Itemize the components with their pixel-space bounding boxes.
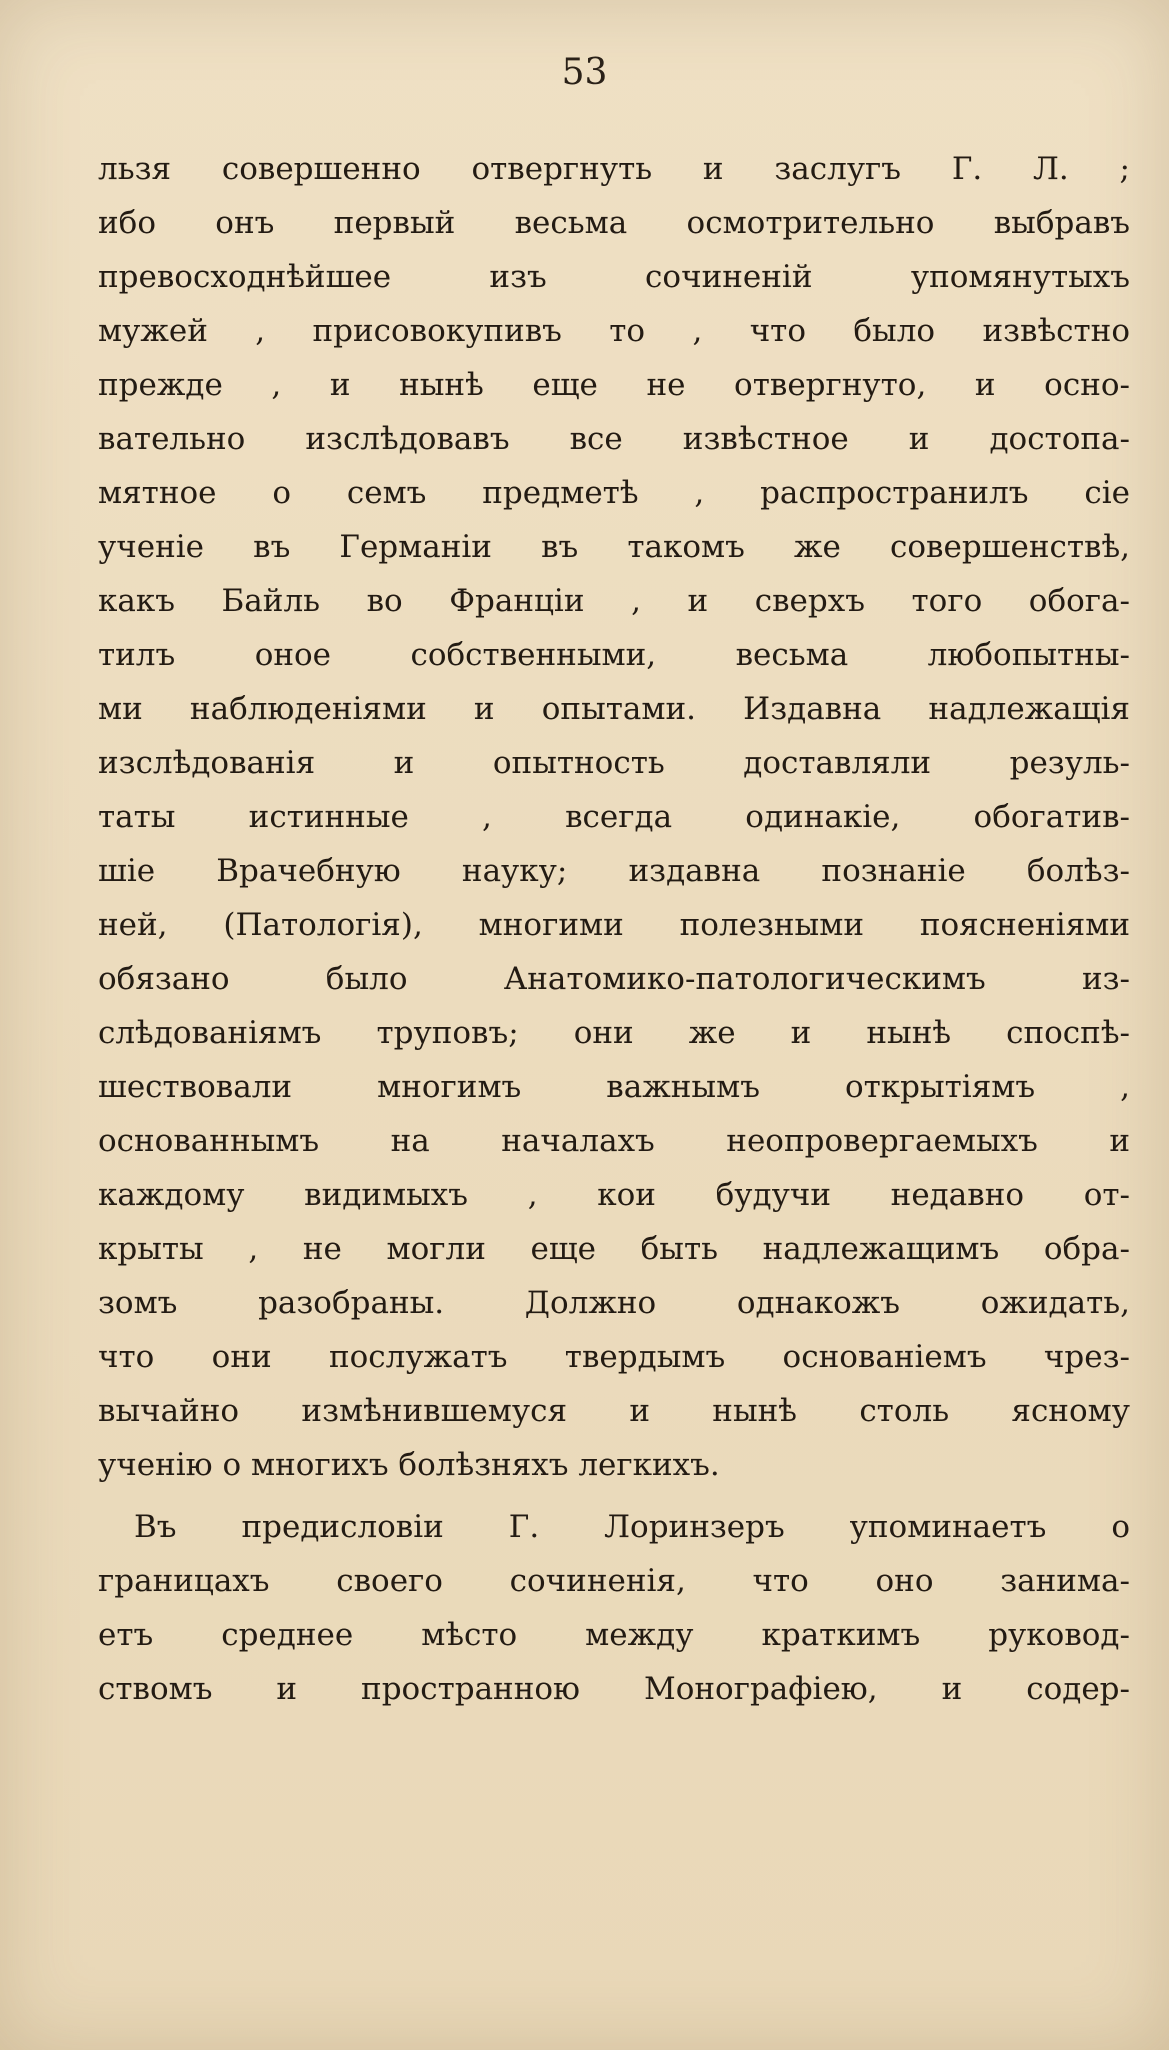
text-line: превосходнѣйшее изъ сочиненій упомянутыхъ [98,259,1130,295]
text-line: мятное о семъ предметѣ , распространилъ сіе [98,475,1130,511]
text-line: етъ среднее мѣсто между краткимъ руковод- [98,1617,1130,1653]
paragraph-1 [98,142,1130,1492]
page-number: 53 [561,52,608,93]
body-text [98,142,1130,1716]
text-line: вательно изслѣдовавъ все извѣстное и достопа- [98,421,1130,457]
text-line: ствомъ и пространною Монографіею, и содер- [98,1671,1130,1707]
text-line: ученіе въ Германіи въ такомъ же совершенствѣ, [98,529,1130,565]
text-line: обязано было Анатомико-патологическимъ из- [98,961,1130,997]
text-line: шіе Врачебную науку; издавна познаніе болѣз- [98,853,1130,889]
text-line: ибо онъ первый весьма осмотрительно выбравъ [98,205,1130,241]
text-line: ученію о многихъ болѣзняхъ легкихъ. [98,1447,720,1483]
text-line: крыты , не могли еще быть надлежащимъ обра- [98,1231,1130,1267]
text-line: слѣдованіямъ труповъ; они же и нынѣ споспѣ- [98,1015,1130,1051]
text-line: что они послужатъ твердымъ основаніемъ чрез- [98,1339,1130,1375]
text-line: изслѣдованія и опытность доставляли резуль- [98,745,1130,781]
text-line: каждому видимыхъ , кои будучи недавно от- [98,1177,1130,1213]
text-line: льзя совершенно отвергнуть и заслугъ Г. Л. ; [98,151,1130,187]
text-line: таты истинные , всегда одинакіе, обогатив- [98,799,1130,835]
text-line: шествовали многимъ важнымъ открытіямъ , [98,1069,1130,1105]
paragraph-2 [98,1500,1130,1716]
text-line: тилъ оное собственными, весьма любопытны- [98,637,1130,673]
text-line: зомъ разобраны. Должно однакожъ ожидать, [98,1285,1130,1321]
text-line: прежде , и нынѣ еще не отвергнуто, и осно- [98,367,1130,403]
text-line: ми наблюденіями и опытами. Издавна надлежащія [98,691,1130,727]
text-line: вычайно измѣнившемуся и нынѣ столь ясному [98,1393,1130,1429]
text-line: какъ Байль во Франціи , и сверхъ того обога- [98,583,1130,619]
text-line: границахъ своего сочиненія, что оно занима- [98,1563,1130,1599]
text-line: основаннымъ на началахъ неопровергаемыхъ и [98,1123,1130,1159]
text-line: Въ предисловіи Г. Лоринзеръ упоминаетъ о [134,1509,1130,1545]
text-line: ней, (Патологія), многими полезными поясненіями [98,907,1130,943]
text-line: мужей , присовокупивъ то , что было извѣстно [98,313,1130,349]
